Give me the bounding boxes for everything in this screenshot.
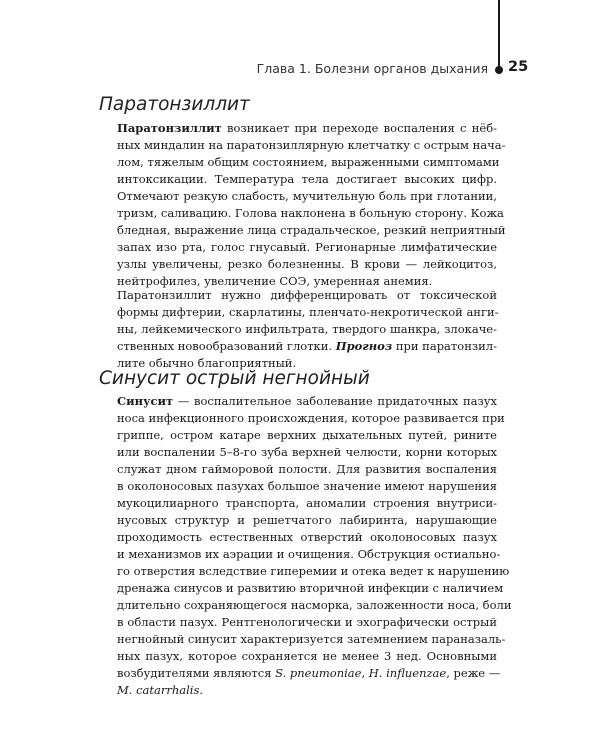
text-line: негнойный синусит характеризуется затемнением параназаль- bbox=[117, 632, 506, 646]
text-fragment: ственных новообразований глотки. bbox=[117, 339, 336, 353]
text-fragment: — воспалительное заболевание придаточных пазух bbox=[173, 394, 497, 408]
text-line: лите обычно благоприятный. bbox=[117, 356, 297, 370]
paragraph-paratonsillitis-description bbox=[117, 120, 506, 290]
page-number: 25 bbox=[508, 59, 529, 75]
text-line: лом, тяжелым общим состоянием, выраженными симптомами bbox=[117, 155, 500, 169]
text-line: бледная, выражение лица страдальческое, резкий неприятный bbox=[117, 223, 506, 237]
text-line: гриппе, остром катаре верхних дыхательных путей, рините bbox=[117, 428, 497, 442]
text-line: возникает при переходе воспаления с нёб- bbox=[221, 121, 497, 135]
text-line: дренажа синусов и развитию вторичной инфекции с наличием bbox=[117, 581, 504, 595]
text-line: ных миндалин на паратонзиллярную клетчатку с острым нача- bbox=[117, 138, 506, 152]
term-prognosis: Прогноз bbox=[335, 339, 393, 353]
text-line: носа инфекционного происхождения, которое развивается при bbox=[117, 411, 505, 425]
term-sinusitis: Синусит bbox=[117, 394, 174, 408]
text-line: в области пазух. Рентгенологически и эхографически острый bbox=[117, 615, 497, 629]
text-line: мукоцилиарного транспорта, аномалии строения внутриси- bbox=[117, 496, 497, 510]
text-fragment: возбудителями являются bbox=[117, 666, 276, 680]
text-fragment: при паратонзил- bbox=[392, 339, 497, 353]
text-line: интоксикации. Температура тела достигает высоких цифр. bbox=[117, 172, 497, 186]
species-h-influenzae: H. influenzae bbox=[368, 666, 447, 680]
text-line: го отверстия вследствие гиперемии и отека ведет к нарушению bbox=[117, 564, 510, 578]
section-heading-paratonsillitis: Паратонзиллит bbox=[99, 94, 250, 115]
paragraph-differential-diagnosis bbox=[117, 287, 497, 372]
text-line: ных пазух, которое сохраняется не менее 3 нед. Основными bbox=[117, 649, 497, 663]
text-line: узлы увеличены, резко болезненны. В крови — лейкоцитоз, bbox=[117, 257, 497, 271]
text-line: и механизмов их аэрации и очищения. Обструкция остиально- bbox=[117, 547, 501, 561]
text-line: служат дном гайморовой полости. Для развития воспаления bbox=[117, 462, 497, 476]
text-line: нусовых структур и решетчатого лабиринта, нарушающие bbox=[117, 513, 497, 527]
text-line: тризм, саливацию. Голова наклонена в больную сторону. Кожа bbox=[117, 206, 504, 220]
header-dot bbox=[495, 66, 503, 74]
section-heading-acute-sinusitis: Синусит острый негнойный bbox=[99, 368, 370, 389]
text-line: формы дифтерии, скарлатины, пленчато-некротической анги- bbox=[117, 305, 499, 319]
text-line: ны, лейкемического инфильтрата, твердого шанкра, злокаче- bbox=[117, 322, 497, 336]
term-paratonsillitis: Паратонзиллит bbox=[117, 121, 222, 135]
text-line: или воспалении 5–8-го зуба верхней челюсти, корни которых bbox=[117, 445, 497, 459]
species-m-catarrhalis: M. catarrhalis bbox=[117, 683, 200, 697]
paragraph-sinusitis-description bbox=[117, 393, 512, 699]
text-line: длительно сохраняющегося насморка, заложенности носа, боли bbox=[117, 598, 512, 612]
text-line: в околоносовых пазухах большое значение имеют нарушения bbox=[117, 479, 497, 493]
text-fragment: , реже — bbox=[446, 666, 501, 680]
text-line: нейтрофилез, увеличение СОЭ, умеренная анемия. bbox=[117, 274, 433, 288]
text-line: Отмечают резкую слабость, мучительную боль при глотании, bbox=[117, 189, 497, 203]
running-header-chapter: Глава 1. Болезни органов дыхания bbox=[256, 61, 488, 76]
text-fragment: , bbox=[361, 666, 369, 680]
text-line: проходимость естественных отверстий околоносовых пазух bbox=[117, 530, 497, 544]
header-rule bbox=[498, 0, 500, 72]
text-fragment: . bbox=[199, 683, 204, 697]
text-line: Паратонзиллит нужно дифференцировать от токсической bbox=[117, 288, 497, 302]
species-s-pneumoniae: S. pneumoniae bbox=[275, 666, 362, 680]
text-line: запах изо рта, голос гнусавый. Регионарные лимфатические bbox=[117, 240, 497, 254]
